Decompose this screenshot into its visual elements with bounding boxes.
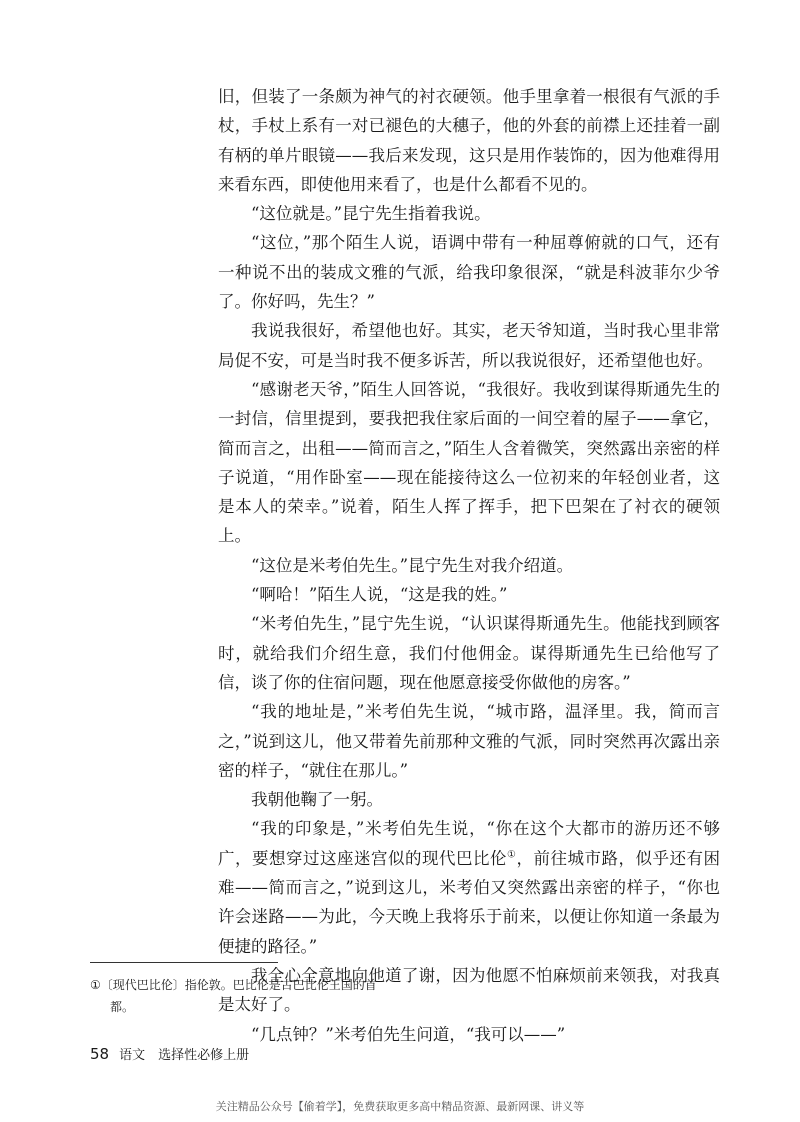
paragraph-8: “米考伯先生，”昆宁先生说，“认识谋得斯通先生。他能找到顾客时，就给我们介绍生意，我们付他佣金。谋得斯通先生已给他写了信，谈了你的住宿问题，现在他愿意接受你做他的房客。” — [218, 614, 720, 692]
paragraph-3: “这位，”那个陌生人说，语调中带有一种屈尊俯就的口气，还有一种说不出的装成文雅的气派，给我印象很深，“就是科波菲尔少爷了。你好吗，先生？” — [218, 233, 720, 312]
paragraph-13: “几点钟？”米考伯先生问道，“我可以——” — [251, 1024, 566, 1044]
footnote: ①〔现代巴比伦〕指伦敦。巴比伦是古巴比伦王国的首都。 — [90, 978, 377, 1014]
footnote-marker[interactable]: ① — [507, 849, 517, 861]
paragraph-5: “感谢老天爷，”陌生人回答说，“我很好。我收到谋得斯通先生的一封信，信里提到，要我把我住家后面的一间空着的屋子——拿它，简而言之，出租——简而言之，”陌生人含着微笑，突然露出亲密的样子说道，“用作卧室——现在能接待这么一位初来的年轻创业者，这是本人的荣幸。”说着，陌生人挥了挥手，把下巴架在了衬衣的硬领上。 — [218, 379, 720, 546]
paragraph-11-before: “我的印象是，”米考伯先生说，“你在这个大都市的游历还不够广，要想穿过这座迷宫似的现代巴比伦 — [218, 819, 720, 868]
page-footer — [90, 1044, 249, 1066]
paragraph-2: “这位就是。”昆宁先生指着我说。 — [251, 204, 491, 224]
promo-banner: 关注精品公众号【偷着学】，免费获取更多高中精品资源、最新网课、讲义等 — [215, 1100, 585, 1113]
paragraph-10: 我朝他鞠了一躬。 — [251, 790, 383, 810]
book-title: 语文 选择性必修上册 — [119, 1048, 250, 1063]
paragraph-9: “我的地址是，”米考伯先生说，“城市路，温泽里。我，简而言之，”说到这儿，他又带着先前那种文雅的气派，同时突然再次露出亲密的样子，“就住在那儿。” — [218, 702, 720, 780]
page-number: 58 — [90, 1045, 110, 1063]
paragraph-4: 我说我很好，希望他也好。其实，老天爷知道，当时我心里非常局促不安，可是当时我不便多诉苦，所以我说很好，还希望他也好。 — [218, 321, 720, 370]
paragraph-1: 旧，但装了一条颇为神气的衬衣硬领。他手里拿着一根很有气派的手杖，手杖上系有一对已褪色的大穗子，他的外套的前襟上还挂着一副有柄的单片眼镜——我后来发现，这只是用作装饰的，因为他难得用来看东西，即使他用来看了，也是什么都看不见的。 — [218, 87, 720, 194]
paragraph-11 — [218, 814, 720, 960]
paragraph-11-after: ，前往城市路，似乎还有困难——简而言之，”说到这儿，米考伯又突然露出亲密的样子，“你也许会迷路——为此，今天晚上我将乐于前来，以便让你知道一条最为便捷的路径。” — [218, 848, 721, 956]
footnote-divider — [90, 962, 278, 963]
main-text — [218, 82, 720, 1049]
paragraph-12: 我全心全意地向他道了谢，因为他愿不怕麻烦前来领我，对我真是太好了。 — [218, 965, 720, 1015]
paragraph-6: “这位是米考伯先生。”昆宁先生对我介绍道。 — [251, 555, 574, 575]
paragraph-7: “啊哈！”陌生人说，“这是我的姓。” — [251, 585, 508, 605]
